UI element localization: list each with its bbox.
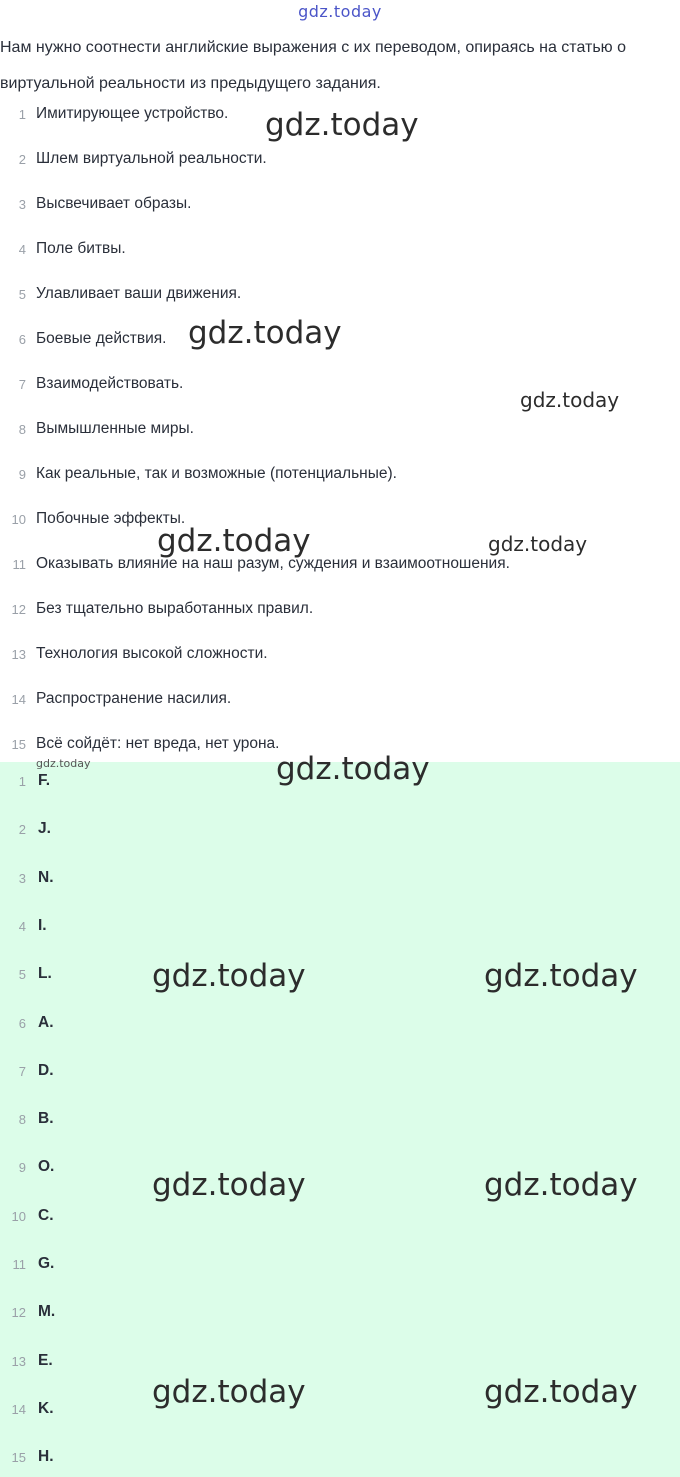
translation-row <box>0 195 660 219</box>
row-number: 12 <box>11 602 26 617</box>
row-number: 11 <box>12 1257 26 1272</box>
row-number: 3 <box>18 197 26 212</box>
translation-row <box>0 510 660 534</box>
translation-row <box>0 645 660 669</box>
translation-row <box>0 420 660 444</box>
watermark: gdz.today <box>484 958 638 994</box>
answer-row <box>0 917 660 941</box>
watermark: gdz.today <box>152 1167 306 1203</box>
watermark: gdz.today <box>36 757 91 770</box>
translation-text: Вымышленные миры. <box>36 420 194 437</box>
translation-text: Технология высокой сложности. <box>36 645 268 662</box>
answer-text: B. <box>38 1110 54 1128</box>
translation-text: Как реальные, так и возможные (потенциальные). <box>36 465 397 482</box>
answer-text: C. <box>38 1206 54 1224</box>
translation-text: Без тщательно выработанных правил. <box>36 600 314 617</box>
row-number: 14 <box>11 692 26 707</box>
row-number: 5 <box>18 287 26 302</box>
watermark: gdz.today <box>484 1167 638 1203</box>
row-number: 4 <box>18 918 26 934</box>
row-number: 13 <box>11 1353 26 1369</box>
row-number: 2 <box>18 152 26 167</box>
row-number: 15 <box>11 1450 26 1466</box>
row-number: 10 <box>11 1208 26 1224</box>
answer-row <box>0 1110 660 1134</box>
task-intro: Нам нужно соотнести английские выражения с их переводом, опираясь на статью о виртуальной реальности из предыдущего задания. <box>0 39 626 92</box>
translation-text: Побочные эффекты. <box>36 510 186 527</box>
watermark: gdz.today <box>157 523 311 559</box>
watermark: gdz.today <box>484 1374 638 1410</box>
translation-text: Поле битвы. <box>36 240 126 257</box>
answer-row <box>0 1255 660 1279</box>
answer-text: K. <box>38 1399 54 1417</box>
translation-text: Улавливает ваши движения. <box>36 285 242 302</box>
row-number: 6 <box>18 1015 26 1031</box>
translation-row <box>0 690 660 714</box>
answer-text: D. <box>38 1061 54 1079</box>
watermark: gdz.today <box>188 315 342 351</box>
answer-text: I. <box>38 916 47 934</box>
watermark: gdz.today <box>488 532 588 556</box>
answer-text: N. <box>38 868 54 886</box>
answer-text: J. <box>38 820 51 838</box>
answer-text: L. <box>38 965 52 983</box>
row-number: 8 <box>18 422 26 437</box>
translation-text: Имитирующее устройство. <box>36 105 229 122</box>
row-number: 9 <box>18 1160 26 1176</box>
row-number: 11 <box>12 557 26 572</box>
row-number: 7 <box>18 1063 26 1079</box>
answer-text: F. <box>38 772 51 789</box>
watermark: gdz.today <box>520 388 620 412</box>
translation-text: Высвечивает образы. <box>36 195 192 212</box>
answer-row <box>0 1352 660 1376</box>
translation-row <box>0 555 660 579</box>
answer-text: E. <box>38 1351 53 1369</box>
answer-row <box>0 869 660 893</box>
row-number: 13 <box>11 647 26 662</box>
translation-text: Боевые действия. <box>36 330 167 347</box>
translation-text: Всё сойдёт: нет вреда, нет урона. <box>36 735 280 752</box>
row-number: 7 <box>18 377 26 392</box>
translation-row <box>0 150 660 174</box>
translation-row <box>0 465 660 489</box>
answer-text: A. <box>38 1013 54 1031</box>
answer-text: H. <box>38 1448 54 1466</box>
watermark: gdz.today <box>265 107 419 143</box>
row-number: 2 <box>18 822 26 838</box>
row-number: 5 <box>18 967 26 983</box>
answer-row <box>0 820 660 844</box>
row-number: 10 <box>11 512 26 527</box>
watermark: gdz.today <box>276 751 430 787</box>
row-number: 3 <box>18 870 26 886</box>
row-number: 9 <box>18 467 26 482</box>
row-number: 6 <box>18 332 26 347</box>
answer-text: O. <box>38 1158 55 1176</box>
translation-row <box>0 285 660 309</box>
row-number: 15 <box>11 737 26 752</box>
row-number: 4 <box>18 242 26 257</box>
answer-row <box>0 1303 660 1327</box>
watermark: gdz.today <box>152 1374 306 1410</box>
row-number: 1 <box>18 107 26 122</box>
answer-row <box>0 1062 660 1086</box>
row-number: 1 <box>18 774 26 789</box>
translation-text: Шлем виртуальной реальности. <box>36 150 267 167</box>
row-number: 14 <box>11 1401 26 1417</box>
translation-text: Оказывать влияние на наш разум, суждения и взаимоотношения. <box>36 555 510 572</box>
row-number: 12 <box>11 1305 26 1321</box>
translation-text: Распространение насилия. <box>36 690 232 707</box>
translation-row <box>0 240 660 264</box>
answer-text: G. <box>38 1255 55 1272</box>
translation-text: Взаимодействовать. <box>36 375 184 392</box>
watermark: gdz.today <box>152 958 306 994</box>
translation-row <box>0 600 660 624</box>
answer-text: M. <box>38 1303 56 1321</box>
answer-row <box>0 1014 660 1038</box>
answer-row <box>0 1448 660 1472</box>
answer-row <box>0 1207 660 1231</box>
site-logo[interactable]: gdz.today <box>298 2 382 21</box>
row-number: 8 <box>18 1112 26 1128</box>
